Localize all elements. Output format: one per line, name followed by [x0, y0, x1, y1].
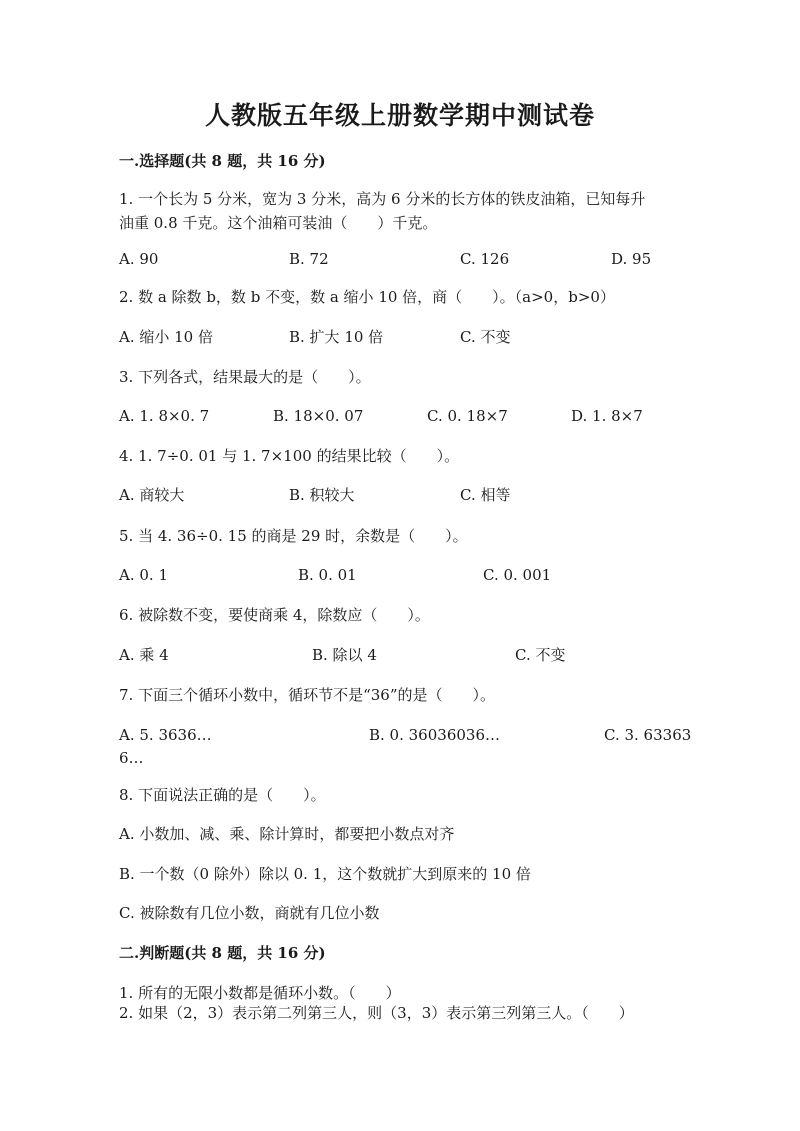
- question-7-option-c: C. 3. 63363: [604, 726, 692, 744]
- section-heading-choice: 一.选择题(共 8 题，共 16 分): [119, 152, 326, 170]
- question-4-option-c: C. 相等: [460, 486, 511, 504]
- question-3-option-c: C. 0. 18×7: [427, 407, 508, 425]
- question-6-option-c: C. 不变: [515, 646, 566, 664]
- question-2-line-1: 2. 数 a 除数 b，数 b 不变，数 a 缩小 10 倍，商（ ）。（a>0，b>0）: [119, 288, 615, 306]
- question-2-option-a: A. 缩小 10 倍: [119, 328, 213, 346]
- question-2-option-c: C. 不变: [460, 328, 511, 346]
- question-2-option-b: B. 扩大 10 倍: [289, 328, 384, 346]
- question-3-option-d: D. 1. 8×7: [571, 407, 643, 425]
- question-7-line-1: 7. 下面三个循环小数中，循环节不是“36”的是（ ）。: [119, 686, 496, 704]
- question-8-option-b: B. 一个数（0 除外）除以 0. 1，这个数就扩大到原来的 10 倍: [119, 865, 531, 883]
- page-title: 人教版五年级上册数学期中测试卷: [204, 101, 595, 130]
- question-4-option-a: A. 商较大: [119, 486, 185, 504]
- question-7-option-c-wrap: 6…: [119, 749, 144, 767]
- question-4-option-b: B. 积较大: [289, 486, 355, 504]
- question-4-line-1: 4. 1. 7÷0. 01 与 1. 7×100 的结果比较（ ）。: [119, 447, 460, 465]
- question-8-line-1: 8. 下面说法正确的是（ ）。: [119, 786, 326, 804]
- question-3-option-b: B. 18×0. 07: [273, 407, 364, 425]
- question-1-option-b: B. 72: [289, 250, 329, 268]
- question-5-option-a: A. 0. 1: [119, 566, 168, 584]
- question-7-option-b: B. 0. 36036036…: [369, 726, 500, 744]
- question-6-line-1: 6. 被除数不变，要使商乘 4，除数应（ ）。: [119, 606, 430, 624]
- question-6-option-b: B. 除以 4: [312, 646, 377, 664]
- question-1-option-a: A. 90: [119, 250, 159, 268]
- question-1-line-2: 油重 0.8 千克。这个油箱可装油（ ）千克。: [119, 214, 438, 232]
- question-8-option-c: C. 被除数有几位小数，商就有几位小数: [119, 904, 380, 922]
- question-8-option-a: A. 小数加、减、乘、除计算时，都要把小数点对齐: [119, 825, 455, 843]
- question-5-option-b: B. 0. 01: [298, 566, 357, 584]
- question-1-option-d: D. 95: [611, 250, 652, 268]
- question-5-option-c: C. 0. 001: [483, 566, 552, 584]
- question-3-option-a: A. 1. 8×0. 7: [119, 407, 210, 425]
- question-3-line-1: 3. 下列各式，结果最大的是（ ）。: [119, 368, 371, 386]
- question-1-option-c: C. 126: [460, 250, 510, 268]
- question-1-line-1: 1. 一个长为 5 分米，宽为 3 分米，高为 6 分米的长方体的铁皮油箱，已知每升: [119, 190, 646, 208]
- question-5-line-1: 5. 当 4. 36÷0. 15 的商是 29 时，余数是（ ）。: [119, 527, 468, 545]
- question-6-option-a: A. 乘 4: [119, 646, 169, 664]
- section-heading-judgement: 二.判断题(共 8 题，共 16 分): [119, 944, 326, 962]
- judgement-2-line-1: 2. 如果（2，3）表示第二列第三人，则（3，3）表示第三列第三人。（ ）: [119, 1004, 634, 1022]
- judgement-1-line-1: 1. 所有的无限小数都是循环小数。（ ）: [119, 984, 401, 1002]
- question-7-option-a: A. 5. 3636…: [119, 726, 212, 744]
